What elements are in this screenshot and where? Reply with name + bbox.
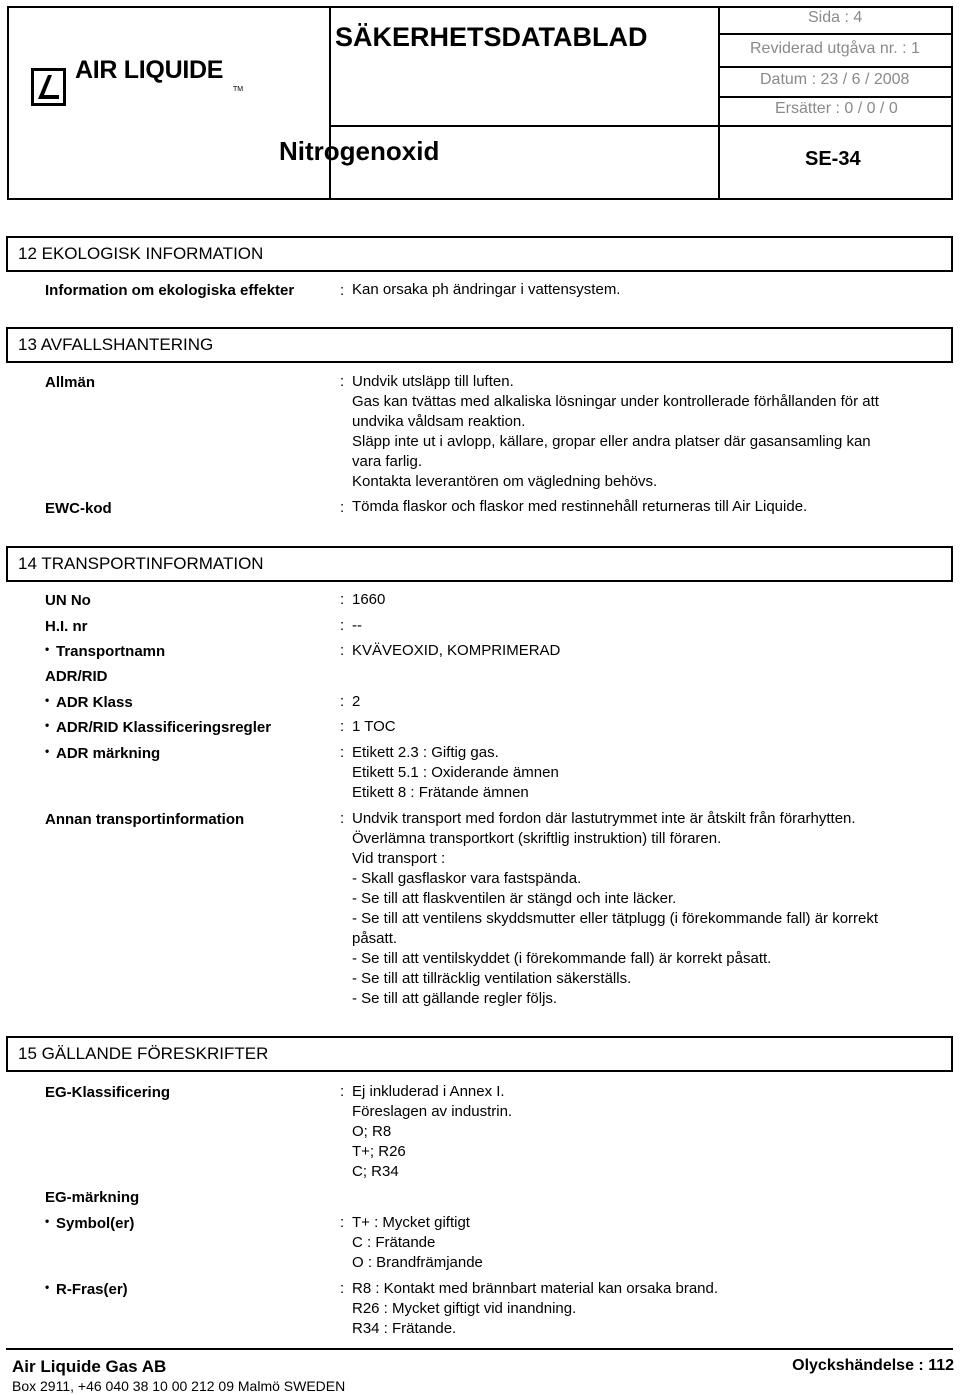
other-transport-label: Annan transportinformation bbox=[45, 811, 245, 828]
adr-rid-label: ADR/RID bbox=[45, 668, 108, 685]
adr-marking-value: Etikett 2.3 : Giftig gas. Etikett 5.1 : Oxiderande ämnen Etikett 8 : Frätande ämnen bbox=[352, 744, 559, 801]
document-title: SÄKERHETSDATABLAD bbox=[335, 22, 648, 52]
adr-rules-value: 1 TOC bbox=[352, 718, 396, 735]
header-rule bbox=[329, 125, 951, 127]
header-divider bbox=[718, 8, 720, 198]
r-phrase-label: • R-Fras(er) bbox=[56, 1281, 128, 1298]
section-15-header: 15 GÄLLANDE FÖRESKRIFTER bbox=[6, 1036, 953, 1072]
symbol-value: T+ : Mycket giftigt C : Frätande O : Brandfrämjande bbox=[352, 1214, 483, 1271]
hi-label: H.I. nr bbox=[45, 618, 88, 635]
eco-effects-value: Kan orsaka ph ändringar i vattensystem. bbox=[352, 281, 621, 298]
product-code: SE-34 bbox=[805, 148, 861, 170]
symbol-label: • Symbol(er) bbox=[56, 1215, 134, 1232]
ewc-label: EWC-kod bbox=[45, 500, 112, 517]
footer-rule bbox=[6, 1348, 953, 1350]
hi-value: -- bbox=[352, 617, 362, 634]
transport-name-value: KVÄVEOXID, KOMPRIMERAD bbox=[352, 642, 561, 659]
section-13-header: 13 AVFALLSHANTERING bbox=[6, 327, 953, 363]
air-liquide-logo-icon bbox=[31, 68, 66, 106]
un-label: UN No bbox=[45, 592, 91, 609]
page-number: Sida : 4 bbox=[808, 9, 863, 26]
eg-class-value: Ej inkluderad i Annex I. Föreslagen av industrin. O; R8 T+; R26 C; R34 bbox=[352, 1083, 513, 1180]
un-value: 1660 bbox=[352, 591, 386, 608]
adr-class-label: • ADR Klass bbox=[56, 694, 133, 711]
general-label: Allmän bbox=[45, 374, 96, 391]
product-name: Nitrogenoxid bbox=[279, 136, 440, 166]
other-transport-value: Undvik transport med fordon där lastutrymmet inte är åtskilt från förarhytten. Överlämna transportkort (skriftlig instruktion) till föraren. Vid transport : - Skall gasflaskor vara fastspända. - Se till att flaskventilen är stängd och inte läcker. - Se till att ventilens skyddsmutter eller tätplugg (i förekommande fall) är korrekt påsatt. - Se till att ventilskyddet (i förekommande fall) är korrekt påsatt. - Se till att tillräcklig ventilation säkerställs. - Se till att gällande regler följs. bbox=[352, 810, 879, 1007]
header-rule bbox=[718, 33, 951, 35]
footer-address: Box 2911, +46 040 38 10 00 212 09 Malmö SWEDEN bbox=[12, 1378, 346, 1394]
section-12-header: 12 EKOLOGISK INFORMATION bbox=[6, 236, 953, 272]
trademark: TM bbox=[233, 86, 244, 93]
eco-effects-label: Information om ekologiska effekter bbox=[45, 282, 295, 299]
footer-emergency: Olyckshändelse : 112 bbox=[792, 1357, 954, 1374]
footer-company: Air Liquide Gas AB bbox=[12, 1357, 167, 1376]
header-rule bbox=[718, 96, 951, 98]
revision: Reviderad utgåva nr. : 1 bbox=[750, 40, 920, 57]
date: Datum : 23 / 6 / 2008 bbox=[760, 71, 910, 88]
eg-marking-label: EG-märkning bbox=[45, 1189, 140, 1206]
r-phrase-value: R8 : Kontakt med brännbart material kan orsaka brand. R26 : Mycket giftigt vid inandning. R34 : Frätande. bbox=[352, 1280, 719, 1337]
ewc-value: Tömda flaskor och flaskor med restinnehåll returneras till Air Liquide. bbox=[352, 498, 808, 515]
adr-class-value: 2 bbox=[352, 693, 361, 710]
header-rule bbox=[718, 66, 951, 68]
replaces: Ersätter : 0 / 0 / 0 bbox=[775, 100, 898, 117]
general-value: Undvik utsläpp till luften. Gas kan tvättas med alkaliska lösningar under kontrollerade förhållanden för att undvika våldsam reaktion. Släpp inte ut i avlopp, källare, gropar eller andra platser där gasansamling kan vara farlig. Kontakta leverantören om vägledning behövs. bbox=[352, 373, 879, 490]
adr-rules-label: • ADR/RID Klassificeringsregler bbox=[56, 719, 271, 736]
logo-text: AIR LIQUIDE bbox=[75, 56, 224, 84]
eg-class-label: EG-Klassificering bbox=[45, 1084, 171, 1101]
header-divider bbox=[329, 8, 331, 198]
transport-name-label: • Transportnamn bbox=[56, 643, 165, 660]
adr-marking-label: • ADR märkning bbox=[56, 745, 160, 762]
section-14-header: 14 TRANSPORTINFORMATION bbox=[6, 546, 953, 582]
